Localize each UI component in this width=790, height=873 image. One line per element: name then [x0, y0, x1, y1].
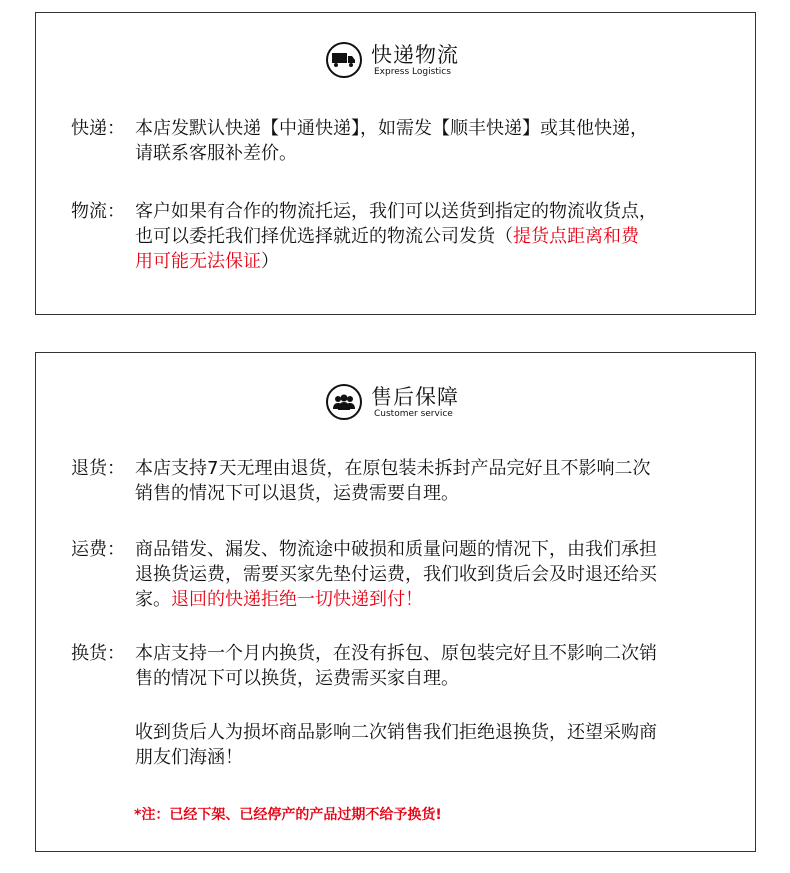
body-text: 收到货后人为损坏商品影响二次销售我们拒绝退换货，还望采购商	[135, 722, 657, 743]
body-text: 退换货运费，需要买家先垫付运费，我们收到货后会及时退还给买	[135, 564, 657, 585]
text-line	[135, 537, 657, 562]
paragraph-body	[135, 199, 657, 274]
section-title: 快递物流	[371, 43, 459, 67]
body-text: 家。	[135, 589, 171, 610]
paragraph-body	[135, 116, 648, 166]
paragraph-body	[135, 456, 650, 506]
body-text: 朋友们海涵！	[135, 747, 243, 768]
text-line	[135, 224, 657, 249]
body-text: 本店支持7天无理由退货，在原包装未拆封产品完好且不影响二次	[135, 458, 651, 479]
paragraph	[71, 199, 657, 274]
users-icon	[326, 384, 362, 420]
paragraph	[71, 456, 650, 506]
text-line	[135, 116, 648, 141]
highlight-text: 用可能无法保证	[135, 251, 261, 272]
paragraph-body	[135, 720, 657, 770]
text-line	[135, 199, 657, 224]
body-text: 客户如果有合作的物流托运，我们可以送货到指定的物流收货点，	[135, 201, 657, 222]
paragraph-label	[71, 720, 135, 770]
truck-icon	[326, 42, 362, 78]
section-title: 售后保障	[371, 385, 459, 409]
express-logistics-section	[35, 12, 756, 315]
notice-text: *注：已经下架、已经停产的产品过期不给予换货!	[134, 807, 442, 823]
text-line	[135, 141, 648, 166]
paragraph-label: 退货：	[71, 458, 125, 479]
text-line	[135, 249, 657, 274]
paragraph	[71, 537, 657, 612]
highlight-text: 提货点距离和费	[513, 226, 639, 247]
paragraph	[71, 116, 648, 166]
text-line	[135, 481, 650, 506]
section-subtitle: Express Logistics	[374, 67, 451, 77]
text-line	[135, 720, 657, 745]
text-line	[135, 745, 657, 770]
paragraph-label: 物流：	[71, 201, 125, 222]
paragraph	[71, 641, 657, 691]
text-line	[135, 562, 657, 587]
text-line	[135, 641, 657, 666]
highlight-text: 退回的快递拒绝一切快递到付！	[171, 589, 423, 610]
paragraph-label: 换货：	[71, 643, 125, 664]
paragraph-body	[135, 641, 657, 691]
paragraph-label: 运费：	[71, 539, 125, 560]
text-line	[135, 666, 657, 691]
body-text: ）	[261, 251, 279, 272]
text-line	[135, 587, 657, 612]
body-text: 请联系客服补差价。	[135, 143, 297, 164]
section-header	[326, 42, 459, 78]
body-text: 售的情况下可以换货，运费需买家自理。	[135, 668, 459, 689]
section-subtitle: Customer service	[374, 409, 453, 419]
body-text: 本店发默认快递【中通快递】，如需发【顺丰快递】或其他快递，	[135, 118, 648, 139]
paragraph-label: 快递：	[71, 118, 125, 139]
body-text: 本店支持一个月内换货，在没有拆包、原包装完好且不影响二次销	[135, 643, 657, 664]
paragraph-body	[135, 537, 657, 612]
after-sales-section	[35, 352, 756, 852]
text-line	[135, 456, 650, 481]
body-text: 销售的情况下可以退货，运费需要自理。	[135, 483, 459, 504]
paragraph	[71, 720, 657, 770]
body-text: 商品错发、漏发、物流途中破损和质量问题的情况下，由我们承担	[135, 539, 657, 560]
body-text: 也可以委托我们择优选择就近的物流公司发货（	[135, 226, 513, 247]
section-header	[326, 384, 459, 420]
